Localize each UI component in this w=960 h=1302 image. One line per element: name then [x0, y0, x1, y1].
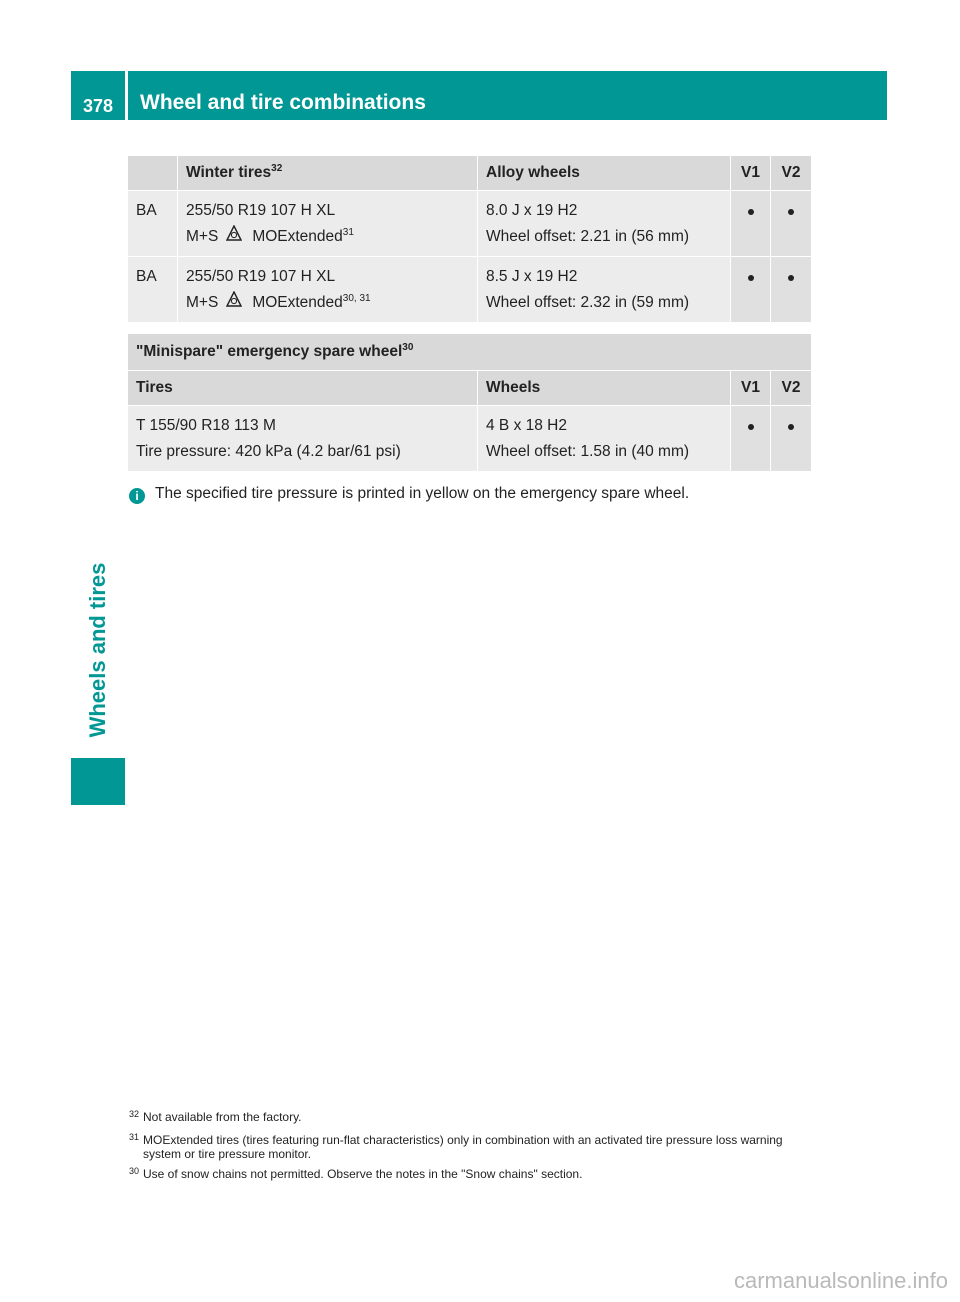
wheel-spec: 4 B x 18 H2 Wheel offset: 1.58 in (40 mm)	[478, 406, 731, 472]
snowflake-mountain-icon	[226, 290, 242, 316]
watermark: carmanualsonline.info	[733, 1268, 948, 1293]
snowflake-mountain-icon	[226, 224, 242, 250]
section-title: Wheel and tire combinations	[140, 91, 426, 114]
page-number: 378	[83, 96, 114, 116]
table-header-row	[128, 156, 812, 191]
tire-spec: T 155/90 R18 113 M Tire pressure: 420 kPa (4.2 bar/61 psi)	[128, 406, 478, 472]
minispare-title: "Minispare" emergency spare wheel$^{30}$	[128, 334, 812, 371]
header-v1: V1	[731, 371, 771, 406]
v2-mark	[771, 257, 812, 323]
header-wheels: Wheels	[478, 371, 731, 406]
wheel-spec: 8.5 J x 19 H2 Wheel offset: 2.32 in (59 mm)	[478, 257, 731, 323]
header-blank	[128, 156, 178, 191]
header-v2: V2	[771, 156, 812, 191]
v2-mark	[771, 406, 812, 472]
v1-mark	[731, 406, 771, 472]
header-v1: V1	[731, 156, 771, 191]
v2-mark	[771, 191, 812, 257]
header-tires: Tires	[128, 371, 478, 406]
dot-icon	[788, 209, 794, 215]
table-header-row	[128, 371, 812, 406]
row-code: BA	[128, 257, 178, 323]
dot-icon	[788, 424, 794, 430]
info-note-text: The specified tire pressure is printed in yellow on the emergency spare wheel.	[155, 485, 690, 502]
info-note	[129, 485, 689, 504]
footnote: 30 Use of snow chains not permitted. Observe the notes in the "Snow chains" section.	[129, 1166, 583, 1181]
wheel-spec: 8.0 J x 19 H2 Wheel offset: 2.21 in (56 mm)	[478, 191, 731, 257]
v1-mark	[731, 257, 771, 323]
winter-tires-table	[127, 155, 812, 323]
v1-mark	[731, 191, 771, 257]
side-tab-block	[71, 758, 125, 805]
dot-icon	[748, 209, 754, 215]
row-code: BA	[128, 191, 178, 257]
header-divider	[125, 71, 128, 120]
side-tab-label: Wheels and tires	[85, 562, 110, 738]
dot-icon	[748, 424, 754, 430]
footnote: 31 MOExtended tires (tires featuring run-flat characteristics) only in combination with an activated tire pressure loss warning system or tire pressure monitor.	[129, 1132, 783, 1161]
table-row	[128, 257, 812, 323]
header-alloy-wheels: Alloy wheels	[478, 156, 731, 191]
table-row	[128, 191, 812, 257]
side-tab	[71, 540, 125, 760]
dot-icon	[788, 275, 794, 281]
header-winter-tires: Winter tires$^{32}$	[178, 156, 478, 191]
table-row	[128, 406, 812, 472]
tire-spec: 255/50 R19 107 H XL M+S MOExtended$^{31}$	[178, 191, 478, 257]
tire-spec: 255/50 R19 107 H XL M+S MOExtended$^{30, 31}$	[178, 257, 478, 323]
table-title-row	[128, 334, 812, 371]
footnote: 32 Not available from the factory.	[129, 1109, 302, 1124]
info-icon: i	[129, 488, 145, 504]
minispare-table	[127, 333, 812, 472]
dot-icon	[748, 275, 754, 281]
header-v2: V2	[771, 371, 812, 406]
